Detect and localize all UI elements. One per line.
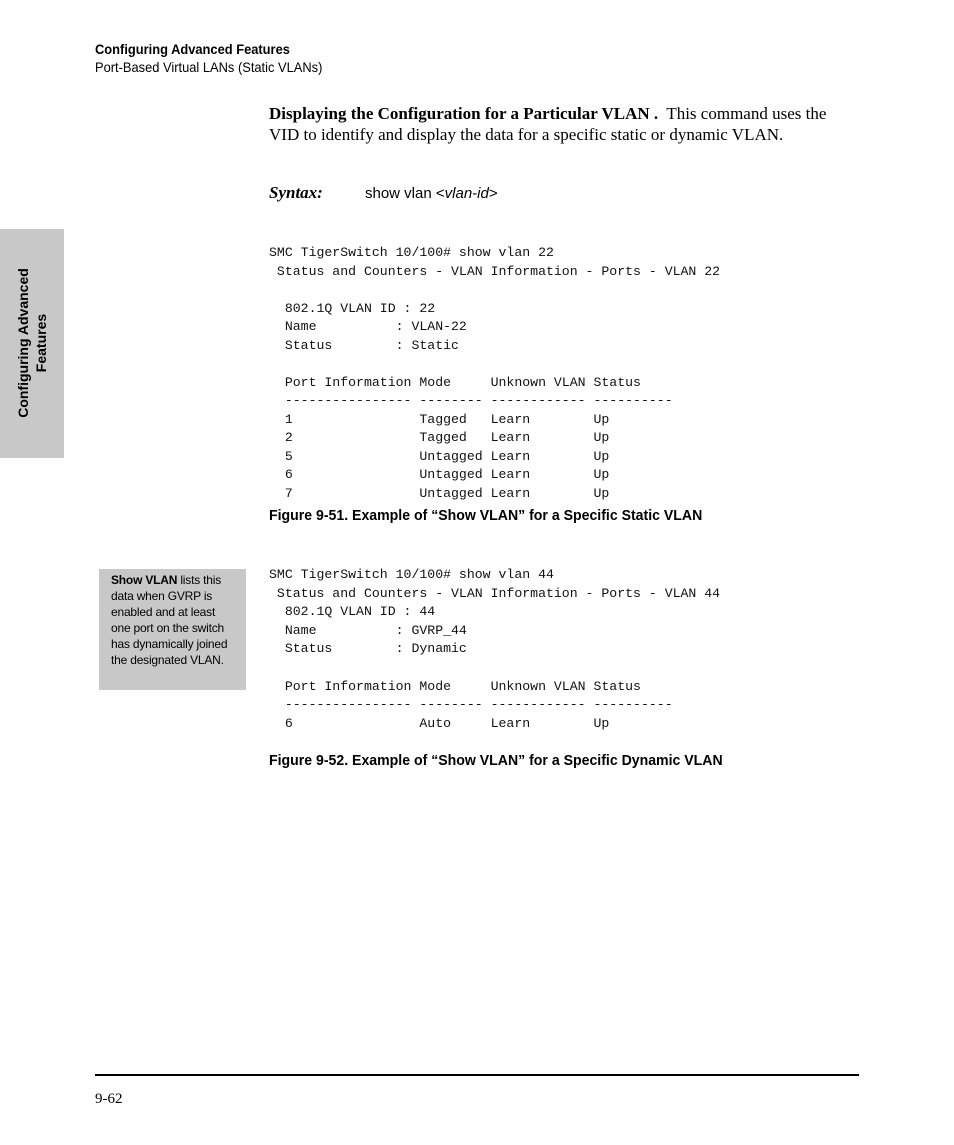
chapter-side-tab [0,229,64,458]
syntax-command [365,185,498,202]
figure-9-52-cli-output: SMC TigerSwitch 10/100# show vlan 44 Status and Counters - VLAN Information - Ports - VLAN 44 802.1Q VLAN ID : 44 Name : GVRP_44 Status : Dynamic Port Information Mode Unknown VLAN Status ---------------- -------- ------------ ---------- 6 Auto Learn Up [269,567,721,731]
syntax-command-text: show vlan < [365,185,445,202]
figure-9-51-caption: Figure 9-51. Example of “Show VLAN” for a Specific Static VLAN [269,507,703,524]
chapter-side-tab-label [14,268,50,418]
page-number: 9-62 [95,1091,123,1107]
side-tab-line-2: Features [33,313,49,373]
syntax-close: > [488,185,498,202]
syntax-argument: vlan-id [444,185,489,202]
syntax-label: Syntax: [269,183,323,202]
section-intro [269,103,859,145]
figure-9-51-cli-output: SMC TigerSwitch 10/100# show vlan 22 Status and Counters - VLAN Information - Ports - VLAN 22 802.1Q VLAN ID : 22 Name : VLAN-22 Status : Static Port Information Mode Unknown VLAN Status ---------------- -------- ------------ ---------- 1 Tagged Learn Up 2 Tagged Learn Up 5 Untagged Learn Up 6 Untagged Learn Up 7 Untagged Learn Up [269,245,721,501]
section-body: This command uses the VID to identify and display the data for a specific static or dynamic VLAN. [269,104,827,144]
figure-9-52-caption: Figure 9-52. Example of “Show VLAN” for a Specific Dynamic VLAN [269,752,723,769]
running-header-title: Configuring Advanced Features [95,41,290,57]
margin-note [99,569,246,690]
margin-note-text: lists this data when GVRP is enabled and at least one port on the switch has dynamically joined the designated VLAN. [111,573,228,667]
footer-rule [95,1074,859,1076]
running-header-subtitle: Port-Based Virtual LANs (Static VLANs) [95,59,323,75]
section-heading: Displaying the Configuration for a Particular VLAN . [269,104,659,123]
margin-note-bold: Show VLAN [111,573,178,587]
side-tab-line-1: Configuring Advanced [15,268,31,418]
